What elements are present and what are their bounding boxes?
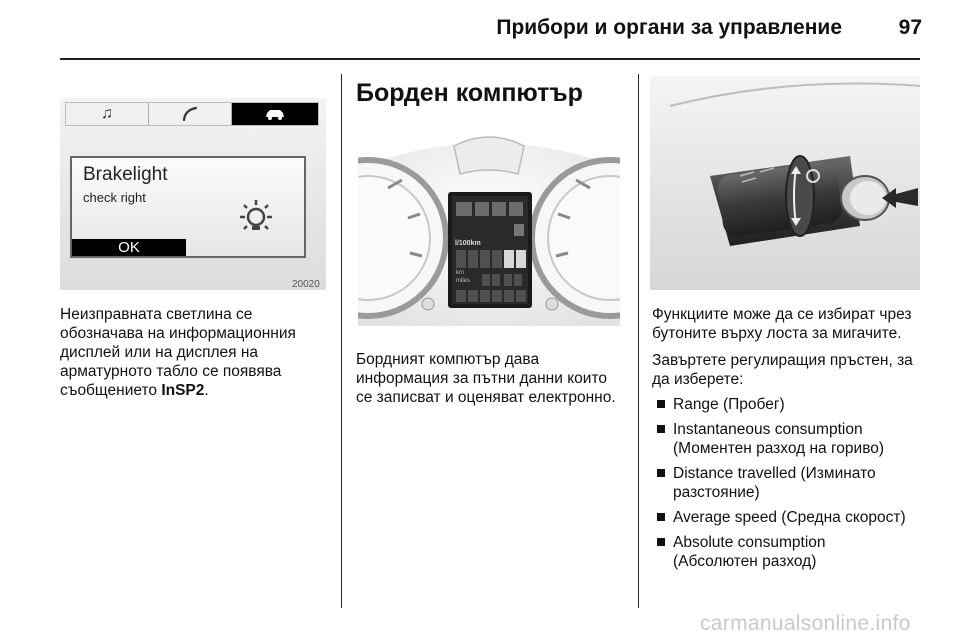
ok-button: OK	[72, 239, 186, 256]
list-item-text: разстояние)	[673, 484, 760, 501]
display-tabs	[65, 102, 319, 126]
music-note-icon: ♫	[101, 105, 113, 122]
list-item	[652, 420, 927, 458]
column-2-text	[356, 350, 624, 407]
column-3-text	[652, 305, 927, 571]
bullet-square-icon	[657, 425, 665, 433]
bullet-square-icon	[657, 513, 665, 521]
watermark: carmanualsonline.info	[700, 612, 911, 635]
insp-code: InSP2	[161, 382, 205, 399]
display-label-km: km	[456, 270, 464, 276]
list-item	[652, 508, 927, 527]
list-item-text: Distance travelled (Изминато	[673, 465, 876, 482]
paragraph-text: Неизправната светлина се обозначава на информационния дисплей или на дисплея на арматурното табло се появява съобщението	[60, 306, 296, 399]
list-item	[652, 395, 927, 414]
info-display-figure	[60, 76, 326, 296]
display-label-miles: miles	[456, 278, 471, 284]
page-number: 97	[898, 16, 922, 39]
bulb-warning-icon	[232, 198, 280, 243]
column-1-text	[60, 305, 326, 400]
list-item-text: Average speed (Средна скорост)	[673, 509, 906, 526]
list-item-text: Absolute consumption	[673, 534, 826, 551]
function-list	[652, 395, 927, 571]
list-item-text: Range (Пробег)	[673, 396, 785, 413]
bullet-square-icon	[657, 469, 665, 477]
display-label-l100km: l/100km	[455, 240, 481, 247]
header-rule	[60, 58, 920, 60]
instrument-cluster-figure	[358, 128, 620, 326]
message-subtitle: check right	[83, 190, 146, 205]
functions-paragraph: Функциите може да се избират чрез бутоните върху лоста за мигачите.	[652, 306, 912, 342]
column-2-heading-wrap	[356, 78, 624, 108]
message-title: Brakelight	[83, 164, 168, 185]
phone-icon	[149, 103, 231, 125]
header-title: Прибори и органи за управление	[496, 16, 842, 39]
malfunction-paragraph	[60, 305, 326, 400]
board-computer-paragraph: Бордният компютър дава информация за пътни данни които се записват и оценяват електронно.	[356, 351, 616, 406]
turn-signal-stalk-figure	[650, 76, 920, 290]
list-item	[652, 533, 927, 571]
list-item-text: (Абсолютен разход)	[673, 553, 817, 570]
column-divider-2	[638, 74, 639, 608]
list-item-text: Instantaneous consumption	[673, 421, 863, 438]
page-header	[0, 0, 960, 62]
bullet-square-icon	[657, 538, 665, 546]
rotate-ring-paragraph: Завъртете регулиращия пръстен, за да изберете:	[652, 352, 913, 388]
bullet-square-icon	[657, 400, 665, 408]
paragraph-end: .	[204, 382, 209, 399]
figure-number: 20020	[292, 279, 320, 290]
list-item-text: (Моментен разход на гориво)	[673, 440, 885, 457]
car-icon	[232, 103, 318, 125]
column-divider-1	[341, 74, 342, 608]
section-heading: Борден компютър	[356, 79, 583, 107]
list-item	[652, 464, 927, 502]
